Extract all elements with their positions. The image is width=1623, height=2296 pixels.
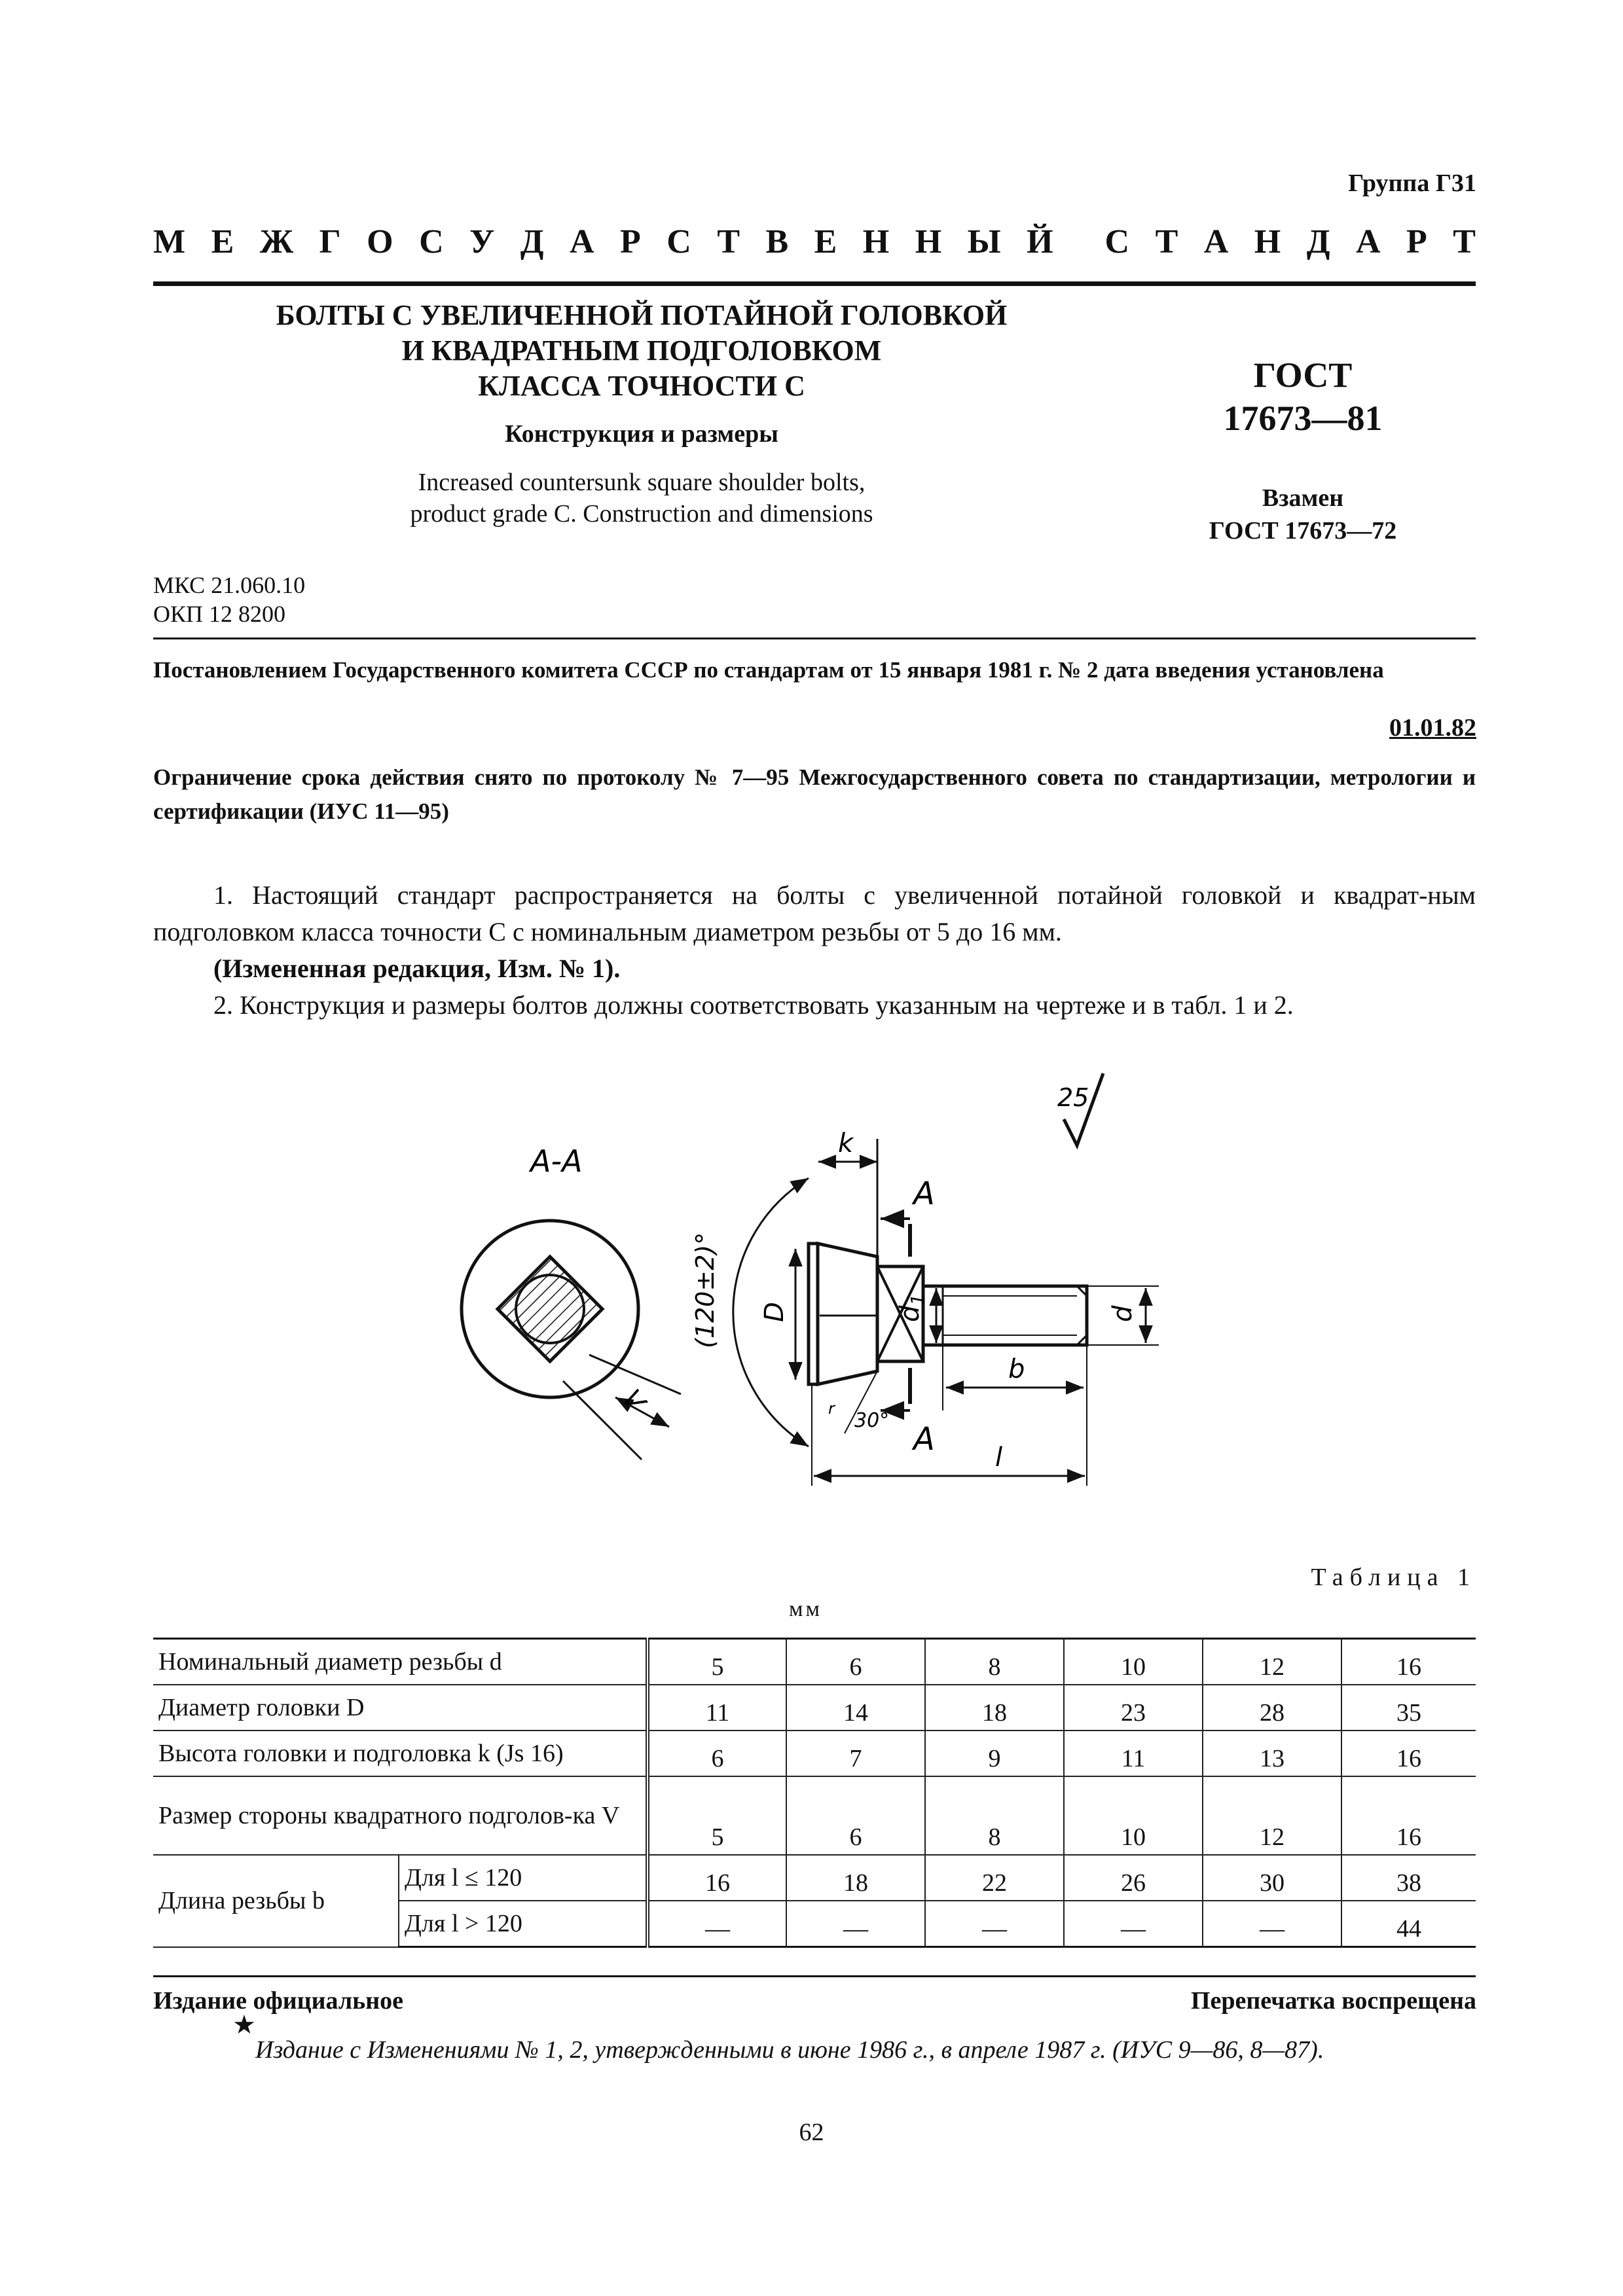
replaces-number: ГОСТ 17673—72 — [1209, 517, 1397, 545]
value-cell: 8 — [925, 1639, 1064, 1685]
angle-label: (120±2)° — [691, 1232, 720, 1348]
section-label: А-А — [530, 1143, 583, 1179]
value-cell: 11 — [1064, 1731, 1203, 1776]
banner-letter: Е — [211, 223, 234, 260]
value-cell: 10 — [1064, 1639, 1203, 1685]
mks-code: МКС 21.060.10 — [153, 572, 306, 598]
bolt-head — [818, 1244, 877, 1384]
gost-block — [1139, 353, 1467, 547]
banner-letter: В — [765, 223, 789, 260]
table-row — [153, 1776, 1476, 1855]
banner-letter: Т — [1155, 223, 1178, 260]
replaces-label: Взамен — [1262, 484, 1344, 512]
title-line-2: И КВАДРАТНЫМ ПОДГОЛОВКОМ — [401, 334, 882, 367]
banner-letter: Ж — [259, 223, 294, 260]
cut-label-bottom: А — [913, 1421, 935, 1458]
d1-label: $d_1$ — [895, 1293, 928, 1322]
d-label: d — [1108, 1305, 1138, 1322]
value-cell: — — [1203, 1901, 1341, 1947]
sub-row-label: Для l ≤ 120 — [399, 1855, 647, 1901]
bolt-drawing — [419, 1041, 1205, 1551]
value-cell: 16 — [1341, 1639, 1476, 1685]
value-cell: 9 — [925, 1731, 1064, 1776]
standard-banner — [153, 223, 1476, 261]
banner-letter: А — [1355, 223, 1381, 260]
row-label: Размер стороны квадратного подголов-ка V — [153, 1776, 647, 1855]
banner-letter: Й — [1027, 223, 1053, 260]
row-label: Номинальный диаметр резьбы d — [153, 1639, 647, 1685]
table-row — [153, 1639, 1476, 1685]
okp-code: ОКП 12 8200 — [153, 601, 286, 627]
dimensions-table — [153, 1638, 1476, 1948]
value-cell: 5 — [647, 1776, 786, 1855]
roughness-symbol — [1057, 1073, 1103, 1145]
value-cell: 26 — [1064, 1855, 1203, 1901]
banner-letter: С — [419, 223, 444, 260]
banner-letter: Т — [1453, 223, 1476, 260]
gost-number: 17673—81 — [1223, 399, 1383, 438]
title-block — [236, 298, 1048, 529]
banner-letter: Д — [1306, 223, 1330, 260]
value-cell: 6 — [786, 1639, 925, 1685]
value-cell: 44 — [1341, 1901, 1476, 1947]
banner-letter: Н — [1254, 223, 1281, 260]
limitation-text: Ограничение срока действия снято по протоколу № 7—95 Межгосударственного совета по стандартизации, метрологии и сертификации (ИУС 11—95) — [153, 764, 1476, 824]
banner-letter: С — [1104, 223, 1130, 260]
banner-letter: Н — [862, 223, 890, 260]
table-caption: Таблица 1 — [1311, 1564, 1476, 1591]
bolt-side-view — [691, 1128, 1159, 1486]
value-cell: 18 — [925, 1685, 1064, 1731]
k-label: k — [838, 1128, 854, 1158]
value-cell: — — [786, 1901, 925, 1947]
banner-letter: А — [1203, 223, 1229, 260]
value-cell: 22 — [925, 1855, 1064, 1901]
banner-letter: Г — [319, 223, 341, 260]
value-cell: 35 — [1341, 1685, 1476, 1731]
banner-letter: Е — [814, 223, 837, 260]
unit-label: мм — [789, 1597, 823, 1621]
subtitle: Конструкция и размеры — [505, 420, 778, 448]
paragraph-1-note: (Измененная редакция, Изм. № 1). — [213, 954, 621, 983]
edition-note: Издание с Изменениями № 1, 2, утвержденными в июне 1986 г., в апреле 1987 г. (ИУС 9—86, 8—87). — [255, 2036, 1324, 2064]
footer-rule — [153, 1975, 1476, 1977]
v-label: V — [615, 1384, 651, 1417]
decree-text: Постановлением Государственного комитета СССР по стандартам от 15 января 1981 г. № 2 дата введения установлена — [153, 657, 1384, 683]
title-line-1: БОЛТЫ С УВЕЛИЧЕННОЙ ПОТАЙНОЙ ГОЛОВКОЙ — [276, 299, 1008, 331]
roughness-value: 25 — [1057, 1083, 1089, 1112]
value-cell: 28 — [1203, 1685, 1341, 1731]
value-cell: 6 — [786, 1776, 925, 1855]
english-title-line-1: Increased countersunk square shoulder bolts, — [418, 469, 866, 496]
table-row — [153, 1855, 1476, 1901]
value-cell: 18 — [786, 1855, 925, 1901]
page-number: 62 — [799, 2119, 824, 2146]
banner-letter: Н — [915, 223, 942, 260]
official-edition-label: Издание официальное — [153, 1987, 404, 2015]
value-cell: 7 — [786, 1731, 925, 1776]
value-cell: 10 — [1064, 1776, 1203, 1855]
banner-letter: Д — [520, 223, 544, 260]
reprint-prohibited-label: Перепечатка воспрещена — [1190, 1987, 1476, 2015]
gost-label: ГОСТ — [1253, 355, 1353, 395]
chamfer-angle-label: 30° — [854, 1409, 890, 1432]
group-label: Группа Г31 — [1348, 170, 1476, 197]
table-row — [153, 1685, 1476, 1731]
value-cell: 23 — [1064, 1685, 1203, 1731]
star-icon: ★ — [232, 2010, 256, 2039]
cut-label-top: А — [913, 1175, 935, 1212]
bolt-shank — [923, 1286, 1087, 1345]
decree-date: 01.01.82 — [1389, 714, 1476, 742]
banner-letter: М — [153, 223, 186, 260]
value-cell: 11 — [647, 1685, 786, 1731]
value-cell: 38 — [1341, 1855, 1476, 1901]
codes-rule — [153, 637, 1476, 639]
value-cell: 8 — [925, 1776, 1064, 1855]
banner-letter: А — [570, 223, 594, 260]
value-cell: — — [1064, 1901, 1203, 1947]
value-cell: 16 — [647, 1855, 786, 1901]
value-cell: — — [925, 1901, 1064, 1947]
banner-letter: О — [367, 223, 393, 260]
radius-label: r — [828, 1399, 835, 1418]
value-cell: 12 — [1203, 1639, 1341, 1685]
value-cell: 5 — [647, 1639, 786, 1685]
row-group-label: Длина резьбы b — [153, 1855, 399, 1947]
title-line-3: КЛАССА ТОЧНОСТИ С — [478, 370, 805, 402]
square-section — [498, 1257, 602, 1361]
banner-letter: Р — [1406, 223, 1427, 260]
value-cell: 6 — [647, 1731, 786, 1776]
banner-letter: Т — [717, 223, 740, 260]
value-cell: 30 — [1203, 1855, 1341, 1901]
head-diameter-label: D — [759, 1302, 790, 1322]
value-cell: 13 — [1203, 1731, 1341, 1776]
row-label: Высота головки и подголовка k (Js 16) — [153, 1731, 647, 1776]
row-label: Диаметр головки D — [153, 1685, 647, 1731]
value-cell: 16 — [1341, 1731, 1476, 1776]
value-cell: 12 — [1203, 1776, 1341, 1855]
banner-letter: С — [666, 223, 691, 260]
value-cell: — — [647, 1901, 786, 1947]
paragraph-2: 2. Конструкция и размеры болтов должны соответствовать указанным на чертеже и в табл. 1 и 2. — [213, 990, 1294, 1020]
banner-letter: У — [469, 223, 495, 260]
table-row — [153, 1731, 1476, 1776]
section-view — [462, 1143, 681, 1460]
b-label: b — [1008, 1354, 1025, 1384]
value-cell: 14 — [786, 1685, 925, 1731]
banner-letter: Р — [620, 223, 641, 260]
header-rule — [153, 281, 1476, 286]
value-cell: 16 — [1341, 1776, 1476, 1855]
paragraph-1: 1. Настоящий стандарт распространяется на болты с увеличенной потайной головкой и квадрат-ным подголовком класса точности С с номинальным диаметром резьбы от 5 до 16 мм. — [153, 880, 1476, 946]
l-label: l — [995, 1443, 1003, 1473]
english-title-line-2: product grade C. Construction and dimensions — [410, 500, 873, 528]
banner-letter: Ы — [967, 223, 1001, 260]
sub-row-label: Для l > 120 — [399, 1901, 647, 1947]
